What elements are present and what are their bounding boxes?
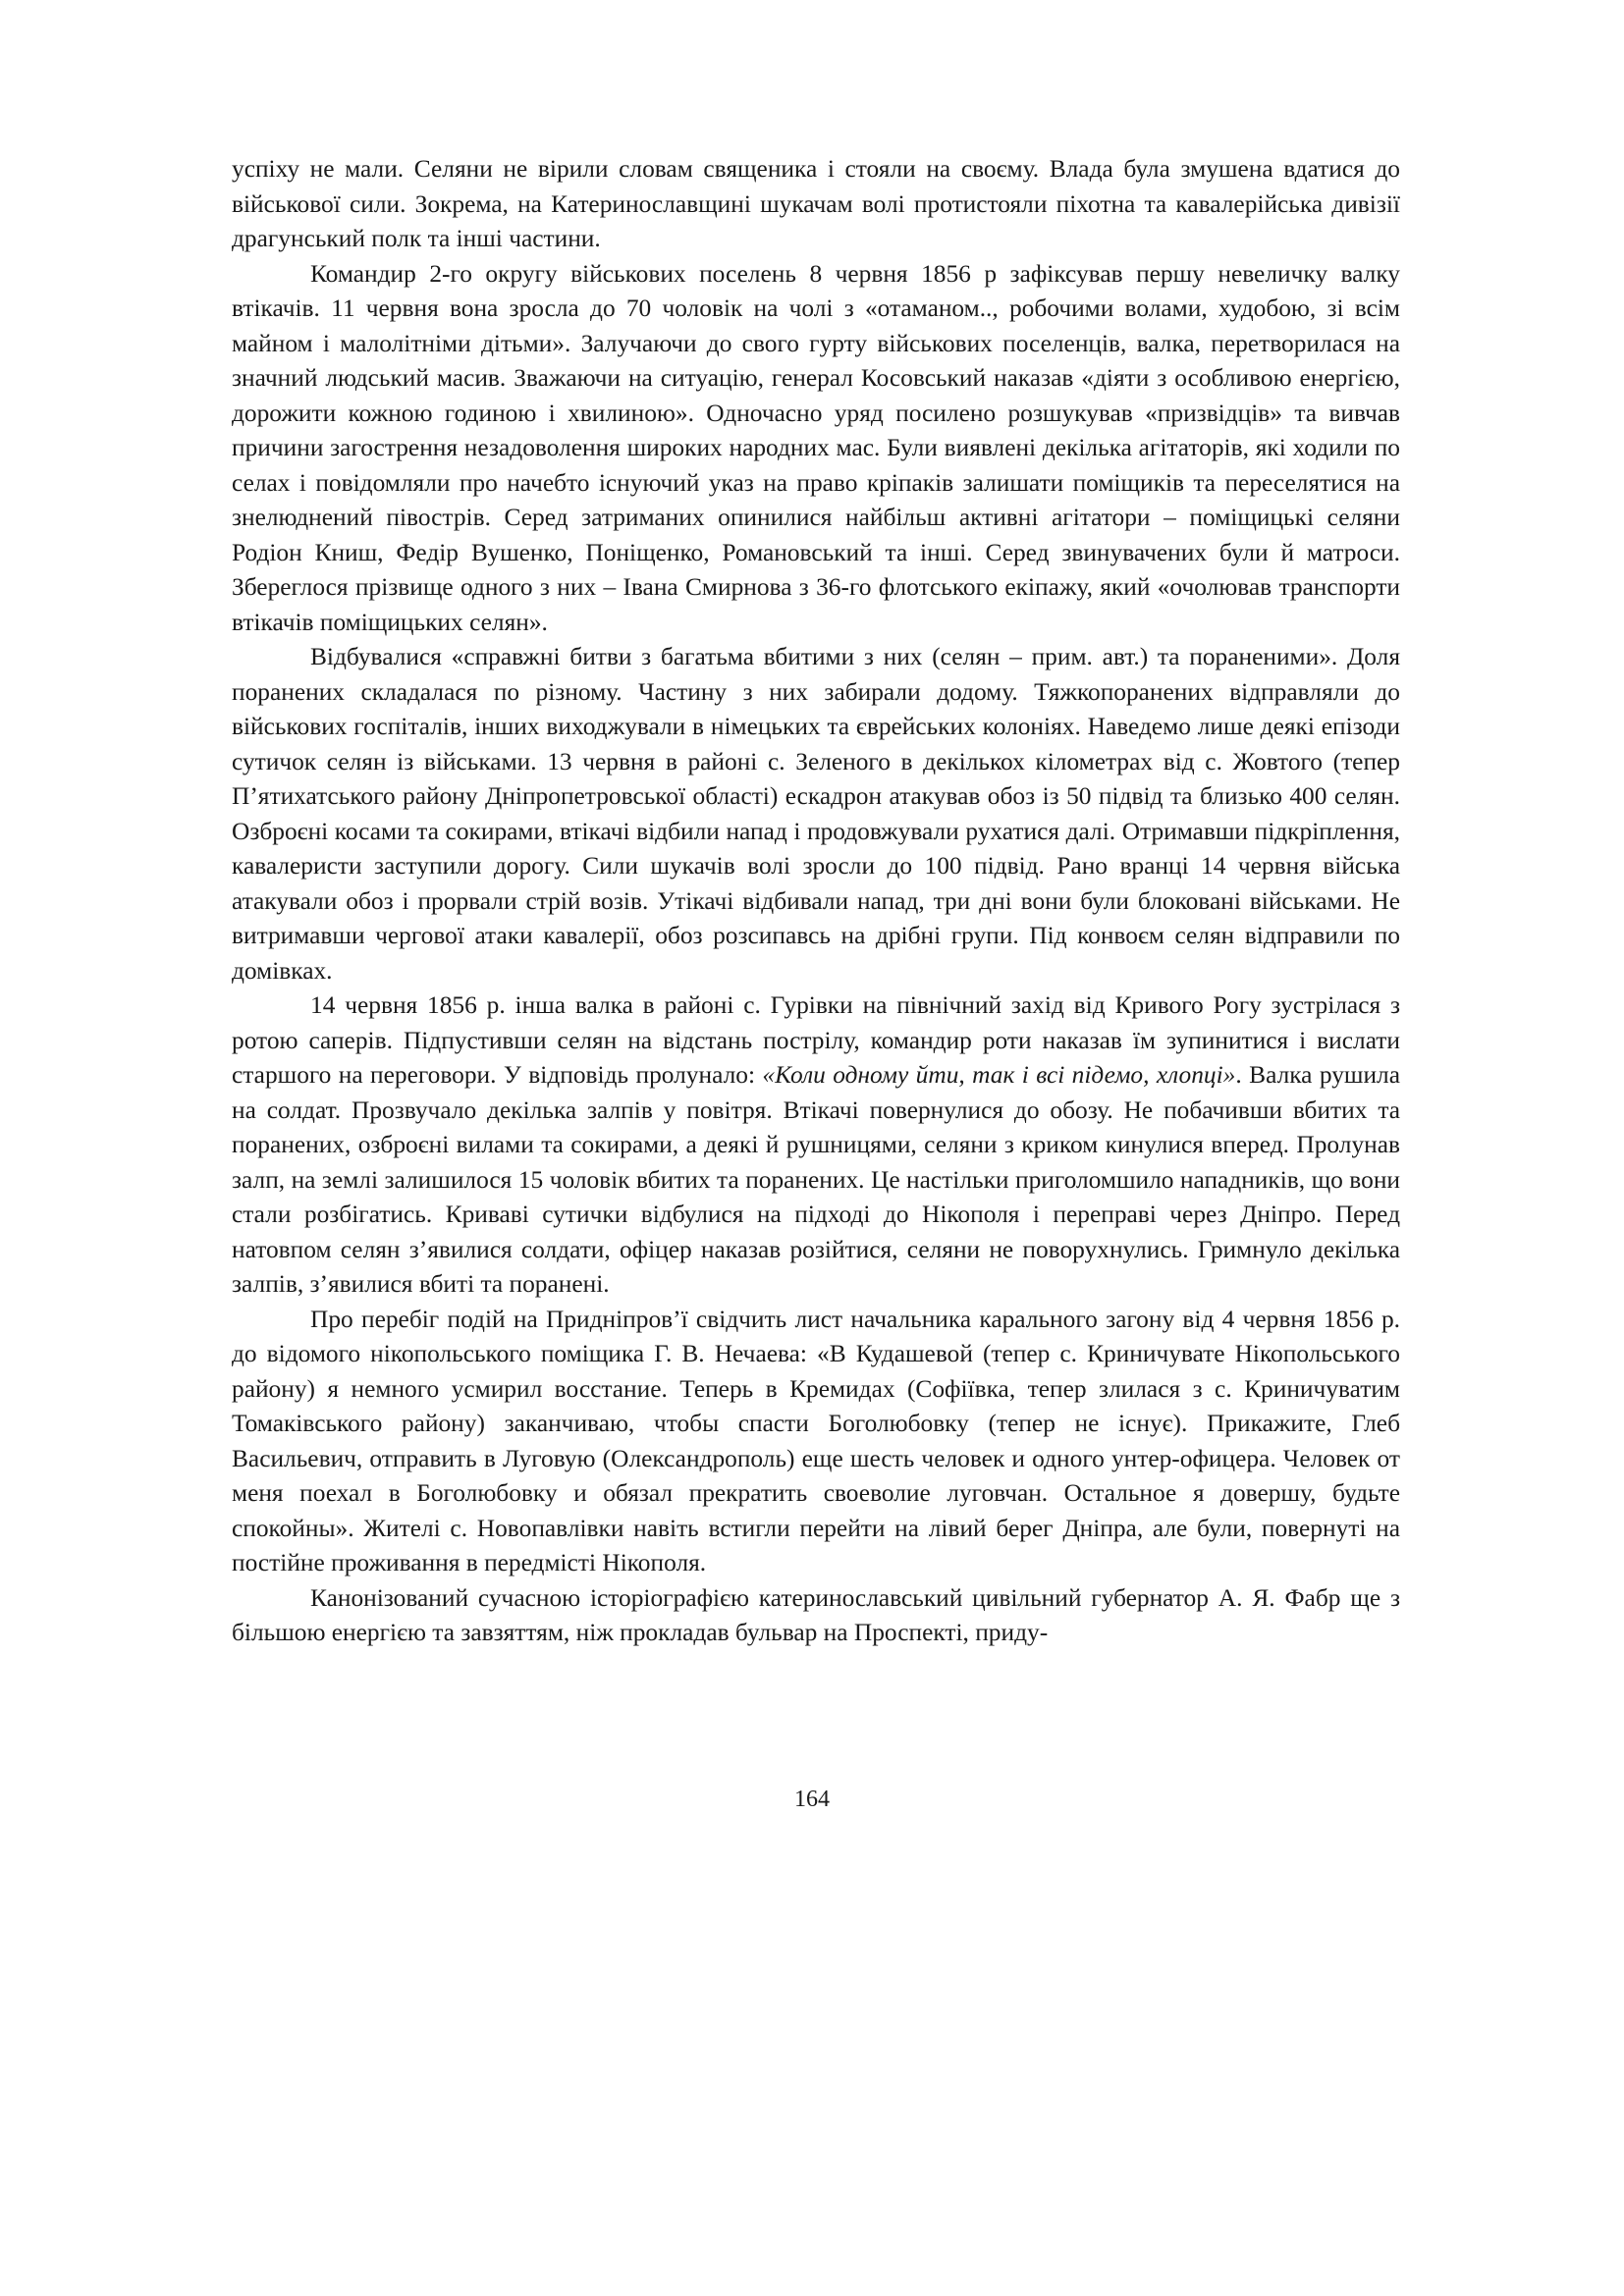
paragraph-4-text-start: 14 червня 1856 р. інша валка в районі с. Гурівки на північний захід від Кривого Рогу зустрілася з ротою саперів. Підпустивши селян на відстань пострілу, командир роти наказав їм зупинитися і вислати старшого на переговори. У відповідь пролунало: [232, 991, 1400, 1089]
document-body [232, 152, 1400, 1651]
paragraph-2 [232, 257, 1400, 641]
paragraph-4-quote: «Коли одному йти, так і всі підемо, хлопці» [762, 1061, 1236, 1089]
paragraph-1 [232, 152, 1400, 257]
paragraph-2-text: Командир 2-го округу військових поселень 8 червня 1856 р зафіксував першу невеличку валку втікачів. 11 червня вона зросла до 70 чоловік на чолі з «отаманом.., робочими волами, худобою, зі всім майном і малолітніми дітьми». Залучаючи до свого гурту військових поселенців, валка, перетворилася на значний людський масив. Зважаючи на ситуацію, генерал Косовський наказав «діяти з особливою енергією, дорожити кожною годиною і хвилиною». Одночасно уряд посилено розшукував «призвідців» та вивчав причини загострення незадоволення широких народних мас. Були виявлені декілька агітаторів, які ходили по селах і повідомляли про начебто існуючий указ на право кріпаків залишати поміщиків та переселятися на знелюднений півострів. Серед затриманих опинилися найбільш активні агітатори – поміщицькі селяни Родіон Книш, Федір Вушенко, Поніщенко, Романовський та інші. Серед звинувачених були й матроси. Збереглося прізвище одного з них – Івана Смирнова з 36-го флотського екіпажу, який «очолював транспорти втікачів поміщицьких селян». [232, 259, 1400, 636]
paragraph-4-text-end: . Валка рушила на солдат. Прозвучало декілька залпів у повітря. Втікачі повернулися до обозу. Не побачивши вбитих та поранених, озброєні вилами та сокирами, а деякі й рушницями, селяни з криком кинулися вперед. Пролунав залп, на землі залишилося 15 чоловік вбитих та поранених. Це настільки приголомшило нападників, що вони стали розбігатись. Криваві сутички відбулися на підході до Нікополя і переправі через Дніпро. Перед натовпом селян з’явилися солдати, офіцер наказав розійтися, селяни не поворухнулись. Гримнуло декілька залпів, з’явилися вбиті та поранені. [232, 1061, 1401, 1298]
page-number: 164 [794, 1787, 830, 1812]
paragraph-6-text: Канонізований сучасною історіографією катеринославський цивільний губернатор А. Я. Фабр ще з більшою енергією та завзяттям, ніж прокладав бульвар на Проспекті, приду- [232, 1583, 1400, 1646]
paragraph-5-text: Про перебіг подій на Придніпров’ї свідчить лист начальника карального загону від 4 червня 1856 р. до відомого нікопольського поміщика Г. В. Нечаева: «В Кудашевой (тепер с. Криничувате Нікопольського району) я немного усмирил восстание. Теперь в Кремидах (Софіївка, тепер злилася з с. Криничуватим Томаківського району) заканчиваю, чтобы спасти Боголюбовку (тепер не існує). Прикажите, Глеб Васильевич, отправить в Луговую (Олександрополь) еще шесть человек и одного унтер-офицера. Человек от меня поехал в Боголюбовку и обязал прекратить своеволие луговчан. Остальное я довершу, будьте спокойны». Жителі с. Новопавлівки навіть встигли перейти на лівий берег Дніпра, але були, повернуті на постійне проживання в передмісті Нікополя. [232, 1305, 1400, 1576]
paragraph-4 [232, 988, 1400, 1303]
paragraph-3 [232, 640, 1400, 988]
paragraph-6 [232, 1581, 1400, 1651]
paragraph-1-text: успіху не мали. Селяни не вірили словам священика і стояли на своєму. Влада була змушена вдатися до військової сили. Зокрема, на Катеринославщині шукачам волі протистояли піхотна та кавалерійська дивізії драгунський полк та інші частини. [232, 155, 1400, 252]
paragraph-5 [232, 1303, 1400, 1581]
paragraph-3-text: Відбувалися «справжні битви з багатьма вбитими з них (селян – прим. авт.) та пораненими». Доля поранених складалася по різному. Частину з них забирали додому. Тяжкопоранених відправляли до військових госпіталів, інших виходжували в німецьких та єврейських колоніях. Наведемо лише деякі епізоди сутичок селян із військами. 13 червня в районі с. Зеленого в декількох кілометрах від с. Жовтого (тепер П’ятихатського району Дніпропетровської області) ескадрон атакував обоз із 50 підвід та близько 400 селян. Озброєні косами та сокирами, втікачі відбили напад і продовжували рухатися далі. Отримавши підкріплення, кавалеристи заступили дорогу. Сили шукачів волі зросли до 100 підвід. Рано вранці 14 червня війська атакували обоз і прорвали стрій возів. Утікачі відбивали напад, три дні вони були блоковані військами. Не витримавши чергової атаки кавалерії, обоз розсипавсь на дрібні групи. Під конвоєм селян відправили по домівках. [232, 643, 1400, 985]
